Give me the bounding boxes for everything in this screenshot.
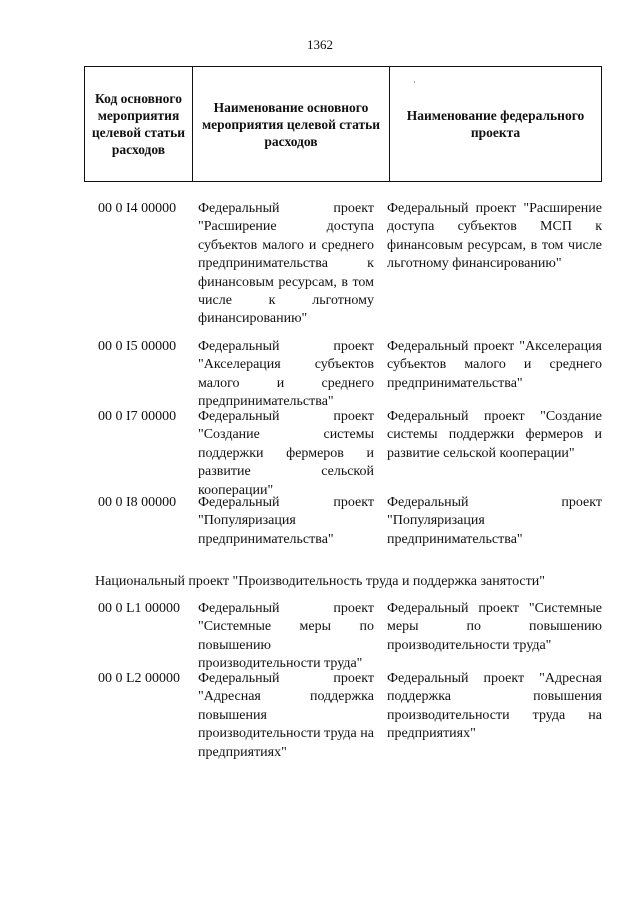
header-name-column: Наименование основного мероприятия целевой статьи расходов bbox=[193, 67, 390, 181]
row-code: 00 0 I5 00000 bbox=[98, 339, 177, 354]
header-project-column: Наименование федерального проекта bbox=[406, 108, 585, 140]
row-project: Федеральный проект "Адресная поддержка повышения производительности труда на предприятиях" bbox=[387, 671, 602, 742]
row-name: Федеральный проект "Системные меры по повышению производительности труда" bbox=[198, 601, 374, 672]
row-project: Федеральный проект "Акселерация субъектов малого и среднего предпринимательства" bbox=[387, 339, 602, 391]
row-project: Федеральный проект "Расширение доступа субъектов МСП к финансовым ресурсам, в том числе льготному финансированию" bbox=[387, 201, 602, 272]
table-row bbox=[84, 408, 602, 500]
table-row bbox=[84, 600, 602, 674]
table-row bbox=[84, 494, 602, 549]
row-project: Федеральный проект "Системные меры по повышению производительности труда" bbox=[387, 601, 602, 653]
national-project-title: Национальный проект "Производительность труда и поддержка занятости" bbox=[95, 574, 545, 589]
row-code: 00 0 L1 00000 bbox=[98, 601, 181, 616]
row-code: 00 0 I8 00000 bbox=[98, 495, 177, 510]
table-row bbox=[84, 670, 602, 762]
table-header bbox=[84, 66, 602, 182]
table-row bbox=[84, 338, 602, 412]
row-name: Федеральный проект "Адресная поддержка повышения производительности труда на предприятиях" bbox=[198, 671, 374, 760]
row-project: Федеральный проект "Популяризация предпринимательства" bbox=[387, 495, 602, 547]
row-name: Федеральный проект "Расширение доступа субъектов малого и среднего предпринимательства к финансовым ресурсам, в том числе к льготному финансированию" bbox=[198, 201, 374, 327]
row-code: 00 0 I4 00000 bbox=[98, 201, 177, 216]
header-mark: · bbox=[413, 78, 416, 87]
row-name: Федеральный проект "Акселерация субъектов малого и среднего предпринимательства" bbox=[198, 339, 374, 410]
row-name: Федеральный проект "Популяризация предпринимательства" bbox=[198, 495, 374, 547]
row-code: 00 0 L2 00000 bbox=[98, 671, 181, 686]
table-row bbox=[84, 200, 602, 329]
row-name: Федеральный проект "Создание системы поддержки фермеров и развитие сельской кооперации" bbox=[198, 409, 374, 498]
row-code: 00 0 I7 00000 bbox=[98, 409, 177, 424]
page-number: 1362 bbox=[307, 37, 333, 52]
row-project: Федеральный проект "Создание системы поддержки фермеров и развитие сельской кооперации" bbox=[387, 409, 602, 461]
header-code-column: Код основного мероприятия целевой статьи расходов bbox=[85, 67, 193, 181]
